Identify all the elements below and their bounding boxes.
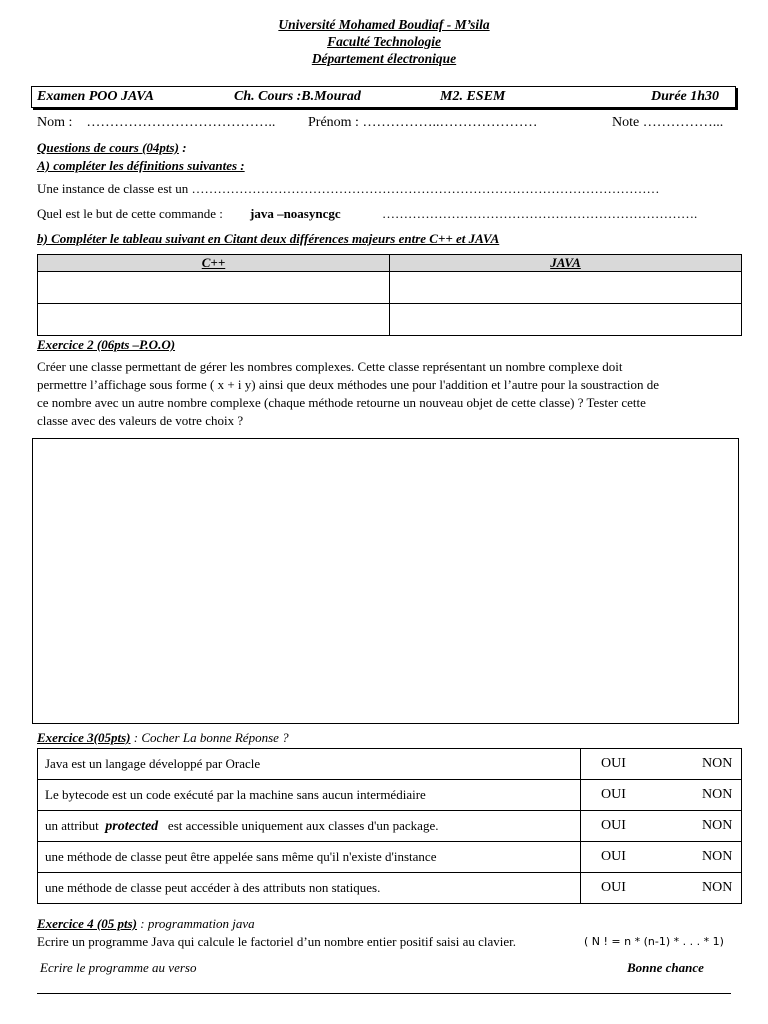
exercise-3-title: Exercice 3(05pts): [37, 730, 131, 745]
qcm-options: [581, 811, 742, 842]
oui-option[interactable]: OUI: [601, 787, 626, 802]
statement-text: Java est un langage développé par Oracle: [45, 756, 261, 771]
prenom-field: Prénom : ……………..…………………: [308, 115, 538, 130]
university-name: Université Mohamed Boudiaf - M’sila: [278, 17, 490, 32]
exercise-4-title: Exercice 4 (05 pts): [37, 916, 138, 931]
exam-title: Examen POO JAVA: [37, 89, 154, 104]
statement-text: une méthode de classe peut être appelée sans même qu'il n'existe d'instance: [45, 849, 437, 864]
qcm-statement: [38, 811, 581, 842]
qcm-table: [37, 748, 742, 904]
exercise-2-line: permettre l’affichage sous forme ( x + i y) ainsi que deux méthodes une pour l'addition et l’autre pour la soustraction de: [37, 377, 660, 392]
statement-text: une méthode de classe peut accéder à des attributs non statiques.: [45, 880, 381, 895]
qcm-statement: [38, 749, 581, 780]
exercise-3-heading: [37, 730, 289, 746]
qcm-options: [581, 749, 742, 780]
faculty-name: Faculté Technologie: [327, 34, 441, 49]
exercise-2-line: classe avec des valeurs de votre choix ?: [37, 413, 244, 428]
closing-message: Bonne chance: [627, 960, 704, 975]
non-option[interactable]: NON: [702, 880, 733, 895]
exercise-2-line: ce nombre avec un autre nombre complexe (chaque méthode retourne un nouveau objet de cette classe) ? Tester cette: [37, 395, 646, 410]
part-b-heading: b) Compléter le tableau suivant en Citant deux différences majeurs entre C++ et JAVA: [37, 231, 500, 246]
qcm-options: [581, 780, 742, 811]
qcm-row: [38, 873, 742, 904]
qcm-statement: [38, 842, 581, 873]
qcm-statement: [38, 873, 581, 904]
qcm-statement: [38, 780, 581, 811]
factorial-formula: ( N ! = n * (n-1) * . . . * 1): [584, 935, 724, 948]
exam-info-box: [31, 86, 736, 108]
oui-option[interactable]: OUI: [601, 818, 626, 833]
exam-duration: Durée 1h30: [651, 89, 720, 104]
exercise-2-answer-box[interactable]: [32, 438, 739, 724]
exercise-2-title: Exercice 2 (06pts –P.O.O): [37, 337, 176, 352]
qcm-options: [581, 842, 742, 873]
statement-text: un attribut: [45, 817, 106, 833]
qcm-options: [581, 873, 742, 904]
non-option[interactable]: NON: [702, 756, 733, 771]
questions-colon: :: [178, 140, 187, 155]
oui-option[interactable]: OUI: [601, 849, 626, 864]
column-header-java: JAVA: [390, 255, 742, 272]
non-option[interactable]: NON: [702, 818, 733, 833]
qcm-row: [38, 811, 742, 842]
questions-title: Questions de cours (04pts): [37, 140, 179, 155]
qcm-row: [38, 780, 742, 811]
exam-level: M2. ESEM: [440, 89, 506, 104]
non-option[interactable]: NON: [702, 849, 733, 864]
questions-heading: [37, 140, 187, 156]
department-name: Département électronique: [311, 51, 457, 66]
verso-instruction: Ecrire le programme au verso: [40, 960, 197, 975]
statement-text: est accessible uniquement aux classes d'un package.: [158, 817, 439, 833]
exercise-4-subtitle: : programmation java: [137, 916, 255, 931]
command-text: java –noasyncgc: [250, 206, 341, 221]
answer-cell[interactable]: [390, 304, 742, 336]
qcm-row: [38, 842, 742, 873]
question-instance: Une instance de classe est un ………………………………………………………………………………………………: [37, 181, 660, 196]
comparison-table: [37, 254, 742, 336]
course-teacher: Ch. Cours :B.Mourad: [234, 89, 361, 104]
answer-cell[interactable]: [390, 272, 742, 304]
exercise-4-text: Ecrire un programme Java qui calcule le factoriel d’un nombre entier positif saisi au clavier.: [37, 934, 517, 949]
oui-option[interactable]: OUI: [601, 756, 626, 771]
protected-keyword: protected: [105, 818, 159, 834]
question-command: Quel est le but de cette commande :: [37, 206, 223, 221]
column-header-cpp: C++: [38, 255, 390, 272]
exercise-4-heading: [37, 916, 255, 932]
oui-option[interactable]: OUI: [601, 880, 626, 895]
command-answer-dots: ……………………………………………………………….: [382, 206, 698, 221]
exercise-2-line: Créer une classe permettant de gérer les nombres complexes. Cette classe représentant un nombre complexe doit: [37, 359, 623, 374]
exercise-3-subtitle: : Cocher La bonne Réponse ?: [130, 730, 289, 745]
bottom-divider: [37, 993, 731, 994]
qcm-row: [38, 749, 742, 780]
nom-field: Nom : …………………………………..: [37, 115, 276, 130]
answer-cell[interactable]: [38, 304, 390, 336]
part-a-heading: A) compléter les définitions suivantes :: [37, 158, 245, 173]
statement-text: Le bytecode est un code exécuté par la machine sans aucun intermédiaire: [45, 787, 426, 802]
answer-cell[interactable]: [38, 272, 390, 304]
non-option[interactable]: NON: [702, 787, 733, 802]
note-field: Note ……………...: [612, 115, 724, 130]
